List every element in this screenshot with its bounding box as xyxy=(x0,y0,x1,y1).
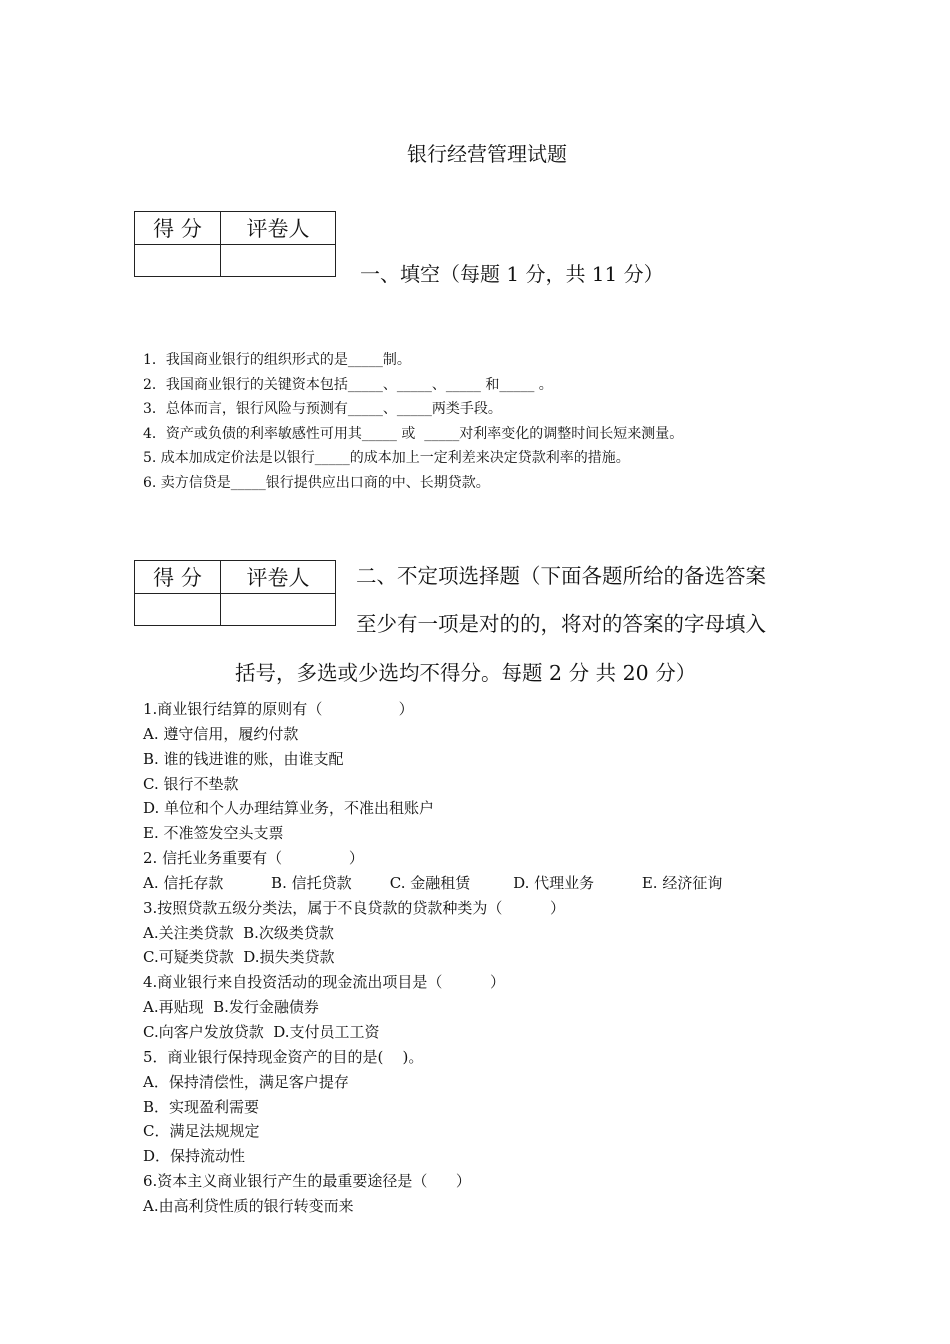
fill-in-questions xyxy=(143,348,683,495)
mc-line: A.由高利贷性质的银行转变而来 xyxy=(143,1196,354,1215)
mc-line: D. 单位和个人办理结算业务，不准出租账户 xyxy=(143,799,435,818)
page-title: 银行经营管理试题 xyxy=(407,142,567,166)
question-5: 5. 成本加成定价法是以银行_____的成本加上一定利差来决定贷款利率的措施。 xyxy=(143,450,630,466)
question-1: 1．我国商业银行的组织形式的是_____制。 xyxy=(143,352,411,368)
section2-heading-line1: 二、不定项选择题（下面各题所给的备选答案 xyxy=(356,564,766,588)
grader-label: 评卷人 xyxy=(221,561,336,594)
mc-line: A.关注类贷款 B.次级类贷款 xyxy=(143,923,334,942)
mc-line: A.再贴现 B.发行金融债券 xyxy=(143,998,319,1017)
mc-line: B. 谁的钱进谁的账，由谁支配 xyxy=(143,749,344,768)
score-box-1 xyxy=(134,211,336,277)
score-label: 得 分 xyxy=(135,561,221,594)
section2-heading-line3: 括号，多选或少选均不得分。每题 2 分 共 20 分） xyxy=(235,661,697,685)
mc-line: 5．商业银行保持现金资产的目的是( )。 xyxy=(143,1047,424,1066)
mc-line: A．保持清偿性，满足客户提存 xyxy=(143,1072,349,1091)
grader-cell[interactable] xyxy=(221,594,336,626)
multiple-choice-questions xyxy=(143,697,722,1219)
mc-line: B．实现盈利需要 xyxy=(143,1097,260,1116)
mc-line: C.可疑类贷款 D.损失类贷款 xyxy=(143,948,335,967)
mc-line: 4.商业银行来自投资活动的现金流出项目是（ ） xyxy=(143,973,505,992)
mc-line: A. 信托存款 B. 信托贷款 C. 金融租赁 D. 代理业务 E. 经济征询 xyxy=(143,873,723,892)
score-cell[interactable] xyxy=(135,594,221,626)
section2-heading-line2: 至少有一项是对的的，将对的答案的字母填入 xyxy=(356,612,766,636)
question-3: 3．总体而言，银行风险与预测有_____、_____两类手段。 xyxy=(143,401,502,417)
grader-label: 评卷人 xyxy=(221,212,336,245)
mc-line: E. 不准签发空头支票 xyxy=(143,824,284,843)
mc-line: C. 银行不垫款 xyxy=(143,774,239,793)
mc-line: 2. 信托业务重要有（ ） xyxy=(143,849,364,868)
mc-line: 6.资本主义商业银行产生的最重要途径是（ ） xyxy=(143,1172,471,1191)
mc-line: A. 遵守信用，履约付款 xyxy=(143,724,299,743)
score-box-2 xyxy=(134,560,336,626)
score-cell[interactable] xyxy=(135,245,221,277)
question-2: 2．我国商业银行的关键资本包括_____、_____、_____ 和_____ 。 xyxy=(143,376,553,393)
question-6: 6. 卖方信贷是_____银行提供应出口商的中、长期贷款。 xyxy=(143,474,490,491)
mc-line: D．保持流动性 xyxy=(143,1147,246,1166)
grader-cell[interactable] xyxy=(221,245,336,277)
score-label: 得 分 xyxy=(135,212,221,245)
mc-line: C．满足法规规定 xyxy=(143,1122,260,1141)
mc-line: 3.按照贷款五级分类法，属于不良贷款的贷款种类为（ ） xyxy=(143,898,565,917)
mc-line: 1.商业银行结算的原则有（ ） xyxy=(143,700,414,718)
mc-line: C.向客户发放贷款 D.支付员工工资 xyxy=(143,1022,380,1041)
section1-heading: 一、填空（每题 1 分，共 11 分） xyxy=(360,262,664,286)
question-4: 4．资产或负债的利率敏感性可用其_____ 或 _____对利率变化的调整时间长短来测量。 xyxy=(143,425,684,442)
